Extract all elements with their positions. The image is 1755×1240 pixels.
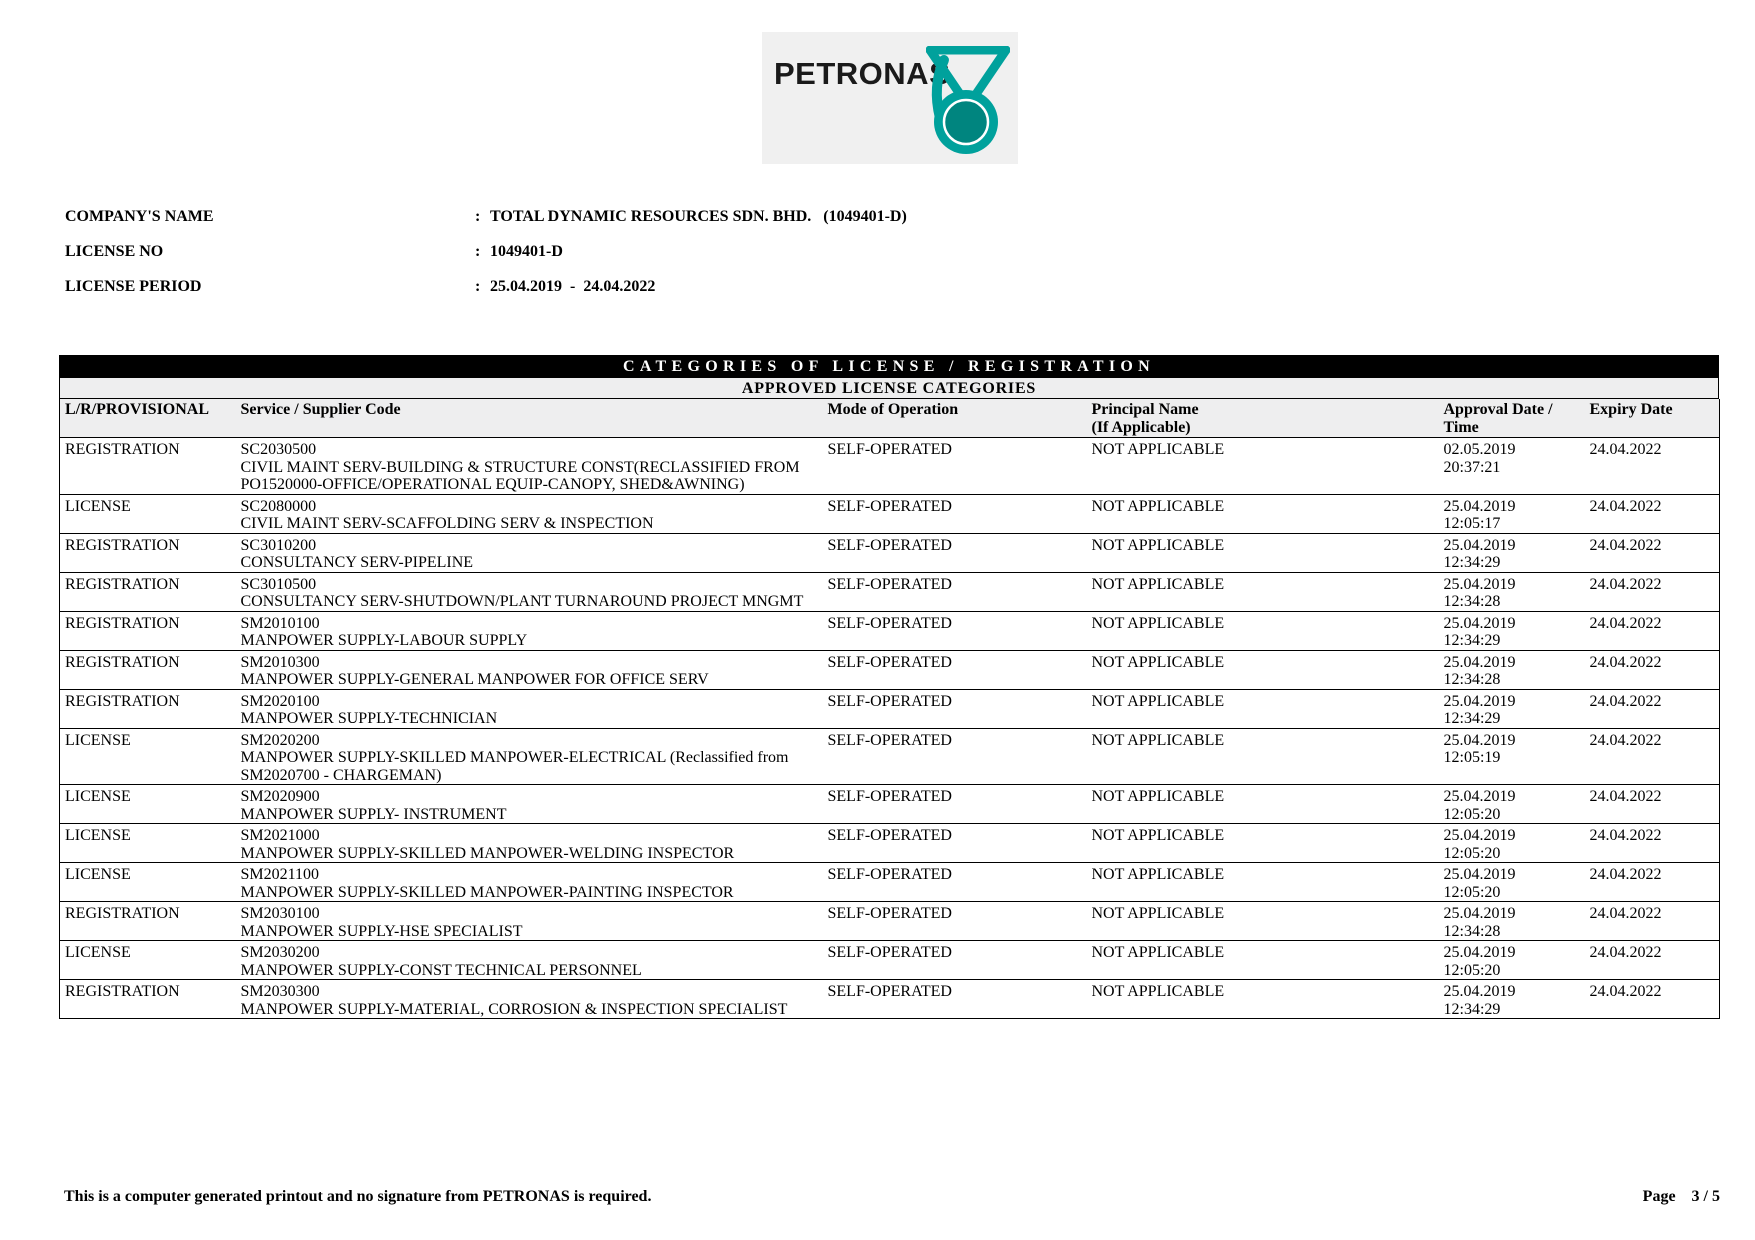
table-row: [60, 785, 1720, 824]
cell-code: [236, 785, 823, 824]
approval-time: 12:34:29: [1443, 1000, 1501, 1018]
cell-type: LICENSE: [65, 944, 131, 961]
cell-principal: NOT APPLICABLE: [1091, 866, 1225, 883]
approval-date: 25.04.2019: [1443, 788, 1516, 805]
info-label: LICENSE NO: [65, 243, 164, 260]
cell-code: [236, 650, 823, 689]
cell-type: REGISTRATION: [65, 536, 180, 554]
cell-principal: NOT APPLICABLE: [1091, 653, 1225, 671]
approval-time: 12:34:29: [1443, 554, 1501, 571]
cell-approval: [1439, 611, 1585, 650]
service-description: MANPOWER SUPPLY-SKILLED MANPOWER-WELDING INSPECTOR: [240, 844, 735, 862]
categories-table: [59, 399, 1720, 1019]
cell-approval: [1439, 728, 1585, 785]
service-description: MANPOWER SUPPLY-SKILLED MANPOWER-ELECTRICAL (Reclassified from SM2020700 - CHARGEMAN): [240, 749, 789, 784]
approval-date: 25.04.2019: [1443, 575, 1516, 593]
header-code: Service / Supplier Code: [236, 399, 823, 438]
info-value: 1049401-D: [490, 243, 563, 260]
header-principal: Principal Name (If Applicable): [1087, 399, 1439, 438]
table-row: [60, 611, 1720, 650]
table-row: [60, 863, 1720, 902]
approval-time: 20:37:21: [1443, 458, 1501, 476]
cell-code: [236, 863, 823, 902]
cell-mode: SELF-OPERATED: [827, 614, 952, 632]
cell-mode: SELF-OPERATED: [827, 983, 952, 1000]
approval-date: 25.04.2019: [1443, 905, 1516, 922]
service-code: SM2010300: [240, 653, 320, 671]
categories-table-section: [59, 355, 1719, 1019]
cell-type: LICENSE: [65, 827, 131, 844]
cell-expiry: 24.04.2022: [1589, 731, 1662, 749]
table-banner: CATEGORIES OF LICENSE / REGISTRATION: [59, 355, 1719, 378]
cell-type: LICENSE: [65, 497, 131, 515]
cell-principal: NOT APPLICABLE: [1091, 944, 1225, 961]
header-expiry: Expiry Date: [1585, 399, 1720, 438]
approval-date: 25.04.2019: [1443, 692, 1516, 710]
cell-expiry: 24.04.2022: [1589, 983, 1662, 1000]
approval-date: 25.04.2019: [1443, 614, 1516, 632]
cell-approval: [1439, 689, 1585, 728]
cell-expiry: 24.04.2022: [1589, 575, 1662, 593]
cell-code: [236, 728, 823, 785]
service-code: SC2080000: [240, 497, 317, 515]
table-row: [60, 980, 1720, 1019]
approval-date: 25.04.2019: [1443, 497, 1516, 515]
cell-expiry: 24.04.2022: [1589, 497, 1662, 515]
cell-approval: [1439, 980, 1585, 1019]
page-number: Page 3 / 5: [1642, 1188, 1720, 1205]
service-description: MANPOWER SUPPLY-LABOUR SUPPLY: [240, 632, 528, 649]
cell-mode: SELF-OPERATED: [827, 866, 952, 883]
cell-mode: SELF-OPERATED: [827, 653, 952, 671]
cell-code: [236, 689, 823, 728]
cell-code: [236, 824, 823, 863]
service-description: MANPOWER SUPPLY-TECHNICIAN: [240, 710, 498, 727]
cell-code: [236, 533, 823, 572]
cell-expiry: 24.04.2022: [1589, 788, 1662, 805]
cell-approval: [1439, 941, 1585, 980]
cell-mode: SELF-OPERATED: [827, 441, 952, 458]
cell-code: [236, 902, 823, 941]
cell-principal: NOT APPLICABLE: [1091, 614, 1225, 632]
table-row: [60, 689, 1720, 728]
cell-expiry: 24.04.2022: [1589, 614, 1662, 632]
petronas-logo: [762, 32, 1018, 164]
table-row: [60, 494, 1720, 533]
table-row: [60, 941, 1720, 980]
cell-expiry: 24.04.2022: [1589, 536, 1662, 554]
header-type: L/R/PROVISIONAL: [60, 399, 236, 438]
cell-mode: SELF-OPERATED: [827, 692, 952, 710]
service-code: SM2030300: [240, 983, 320, 1000]
cell-mode: SELF-OPERATED: [827, 944, 952, 961]
cell-expiry: 24.04.2022: [1589, 827, 1662, 844]
cell-mode: SELF-OPERATED: [827, 575, 952, 593]
header-approval: Approval Date / Time: [1439, 399, 1585, 438]
cell-code: [236, 980, 823, 1019]
service-code: SM2030200: [240, 944, 320, 961]
table-row: [60, 650, 1720, 689]
info-label: COMPANY'S NAME: [65, 208, 214, 225]
cell-approval: [1439, 494, 1585, 533]
cell-approval: [1439, 533, 1585, 572]
cell-code: [236, 438, 823, 495]
service-code: SM2020900: [240, 788, 320, 805]
cell-approval: [1439, 863, 1585, 902]
approval-date: 25.04.2019: [1443, 866, 1516, 883]
cell-type: REGISTRATION: [65, 692, 180, 710]
cell-expiry: 24.04.2022: [1589, 944, 1662, 961]
table-row: [60, 533, 1720, 572]
info-value: TOTAL DYNAMIC RESOURCES SDN. BHD. (1049401-D): [490, 208, 907, 225]
service-code: SM2020200: [240, 731, 320, 749]
approval-time: 12:05:20: [1443, 805, 1501, 823]
cell-approval: [1439, 824, 1585, 863]
cell-principal: NOT APPLICABLE: [1091, 575, 1225, 593]
service-code: SM2021100: [240, 866, 320, 883]
cell-type: LICENSE: [65, 731, 131, 749]
cell-type: REGISTRATION: [65, 614, 180, 632]
info-value: 25.04.2019 - 24.04.2022: [490, 278, 656, 295]
service-description: MANPOWER SUPPLY-CONST TECHNICAL PERSONNEL: [240, 961, 642, 979]
approval-time: 12:34:29: [1443, 632, 1501, 649]
service-description: MANPOWER SUPPLY-SKILLED MANPOWER-PAINTING INSPECTOR: [240, 883, 734, 901]
table-row: [60, 728, 1720, 785]
approval-date: 25.04.2019: [1443, 944, 1516, 961]
cell-type: REGISTRATION: [65, 653, 180, 671]
approval-time: 12:34:28: [1443, 922, 1501, 940]
cell-expiry: 24.04.2022: [1589, 866, 1662, 883]
cell-mode: SELF-OPERATED: [827, 905, 952, 922]
service-description: CIVIL MAINT SERV-SCAFFOLDING SERV & INSPECTION: [240, 515, 654, 532]
service-code: SC3010200: [240, 536, 317, 554]
service-code: SC3010500: [240, 575, 317, 593]
cell-principal: NOT APPLICABLE: [1091, 788, 1225, 805]
cell-principal: NOT APPLICABLE: [1091, 441, 1225, 458]
footer-note: This is a computer generated printout and no signature from PETRONAS is required.: [64, 1188, 652, 1205]
service-description: CONSULTANCY SERV-PIPELINE: [240, 554, 474, 571]
table-subbanner: APPROVED LICENSE CATEGORIES: [59, 378, 1719, 399]
approval-date: 02.05.2019: [1443, 441, 1516, 458]
approval-time: 12:05:20: [1443, 844, 1501, 862]
table-header-row: [60, 399, 1720, 438]
approval-date: 25.04.2019: [1443, 827, 1516, 844]
service-code: SM2030100: [240, 905, 320, 922]
cell-approval: [1439, 785, 1585, 824]
service-description: CONSULTANCY SERV-SHUTDOWN/PLANT TURNAROUND PROJECT MNGMT: [240, 593, 804, 610]
cell-principal: NOT APPLICABLE: [1091, 905, 1225, 922]
service-description: MANPOWER SUPPLY-HSE SPECIALIST: [240, 922, 523, 940]
cell-principal: NOT APPLICABLE: [1091, 983, 1225, 1000]
cell-type: LICENSE: [65, 866, 131, 883]
service-code: SC2030500: [240, 441, 317, 458]
cell-code: [236, 611, 823, 650]
cell-mode: SELF-OPERATED: [827, 536, 952, 554]
cell-principal: NOT APPLICABLE: [1091, 536, 1225, 554]
service-code: SM2021000: [240, 827, 320, 844]
approval-date: 25.04.2019: [1443, 653, 1516, 671]
cell-code: [236, 572, 823, 611]
service-code: SM2020100: [240, 692, 320, 710]
cell-approval: [1439, 902, 1585, 941]
cell-expiry: 24.04.2022: [1589, 441, 1662, 458]
info-label: LICENSE PERIOD: [65, 278, 202, 295]
table-row: [60, 572, 1720, 611]
approval-time: 12:05:19: [1443, 749, 1501, 766]
cell-code: [236, 494, 823, 533]
cell-expiry: 24.04.2022: [1589, 653, 1662, 671]
approval-time: 12:05:20: [1443, 883, 1501, 901]
approval-time: 12:34:28: [1443, 593, 1501, 610]
cell-approval: [1439, 650, 1585, 689]
service-description: MANPOWER SUPPLY-MATERIAL, CORROSION & INSPECTION SPECIALIST: [240, 1000, 788, 1018]
table-row: [60, 824, 1720, 863]
service-code: SM2010100: [240, 614, 320, 632]
cell-type: REGISTRATION: [65, 905, 180, 922]
cell-mode: SELF-OPERATED: [827, 497, 952, 515]
cell-approval: [1439, 572, 1585, 611]
table-row: [60, 902, 1720, 941]
cell-code: [236, 941, 823, 980]
approval-date: 25.04.2019: [1443, 983, 1516, 1000]
header-mode: Mode of Operation: [823, 399, 1087, 438]
cell-expiry: 24.04.2022: [1589, 905, 1662, 922]
cell-expiry: 24.04.2022: [1589, 692, 1662, 710]
service-description: MANPOWER SUPPLY- INSTRUMENT: [240, 805, 507, 823]
table-row: [60, 438, 1720, 495]
cell-principal: NOT APPLICABLE: [1091, 827, 1225, 844]
service-description: MANPOWER SUPPLY-GENERAL MANPOWER FOR OFFICE SERV: [240, 671, 709, 688]
cell-type: REGISTRATION: [65, 441, 180, 458]
approval-date: 25.04.2019: [1443, 731, 1516, 749]
cell-principal: NOT APPLICABLE: [1091, 692, 1225, 710]
petronas-emblem-icon: [926, 46, 1010, 156]
cell-mode: SELF-OPERATED: [827, 731, 952, 749]
cell-approval: [1439, 438, 1585, 495]
cell-principal: NOT APPLICABLE: [1091, 497, 1225, 515]
approval-time: 12:34:28: [1443, 671, 1501, 688]
approval-time: 12:05:17: [1443, 515, 1501, 532]
approval-date: 25.04.2019: [1443, 536, 1516, 554]
cell-mode: SELF-OPERATED: [827, 788, 952, 805]
cell-type: LICENSE: [65, 788, 131, 805]
cell-mode: SELF-OPERATED: [827, 827, 952, 844]
cell-principal: NOT APPLICABLE: [1091, 731, 1225, 749]
cell-type: REGISTRATION: [65, 575, 180, 593]
cell-type: REGISTRATION: [65, 983, 180, 1000]
approval-time: 12:34:29: [1443, 710, 1501, 727]
logo-wordmark: PETRONAS: [774, 56, 951, 91]
service-description: CIVIL MAINT SERV-BUILDING & STRUCTURE CONST(RECLASSIFIED FROM PO1520000-OFFICE/OPERATIONAL EQUIP-CANOPY, SHED&AWNING): [240, 458, 800, 493]
approval-time: 12:05:20: [1443, 961, 1501, 979]
